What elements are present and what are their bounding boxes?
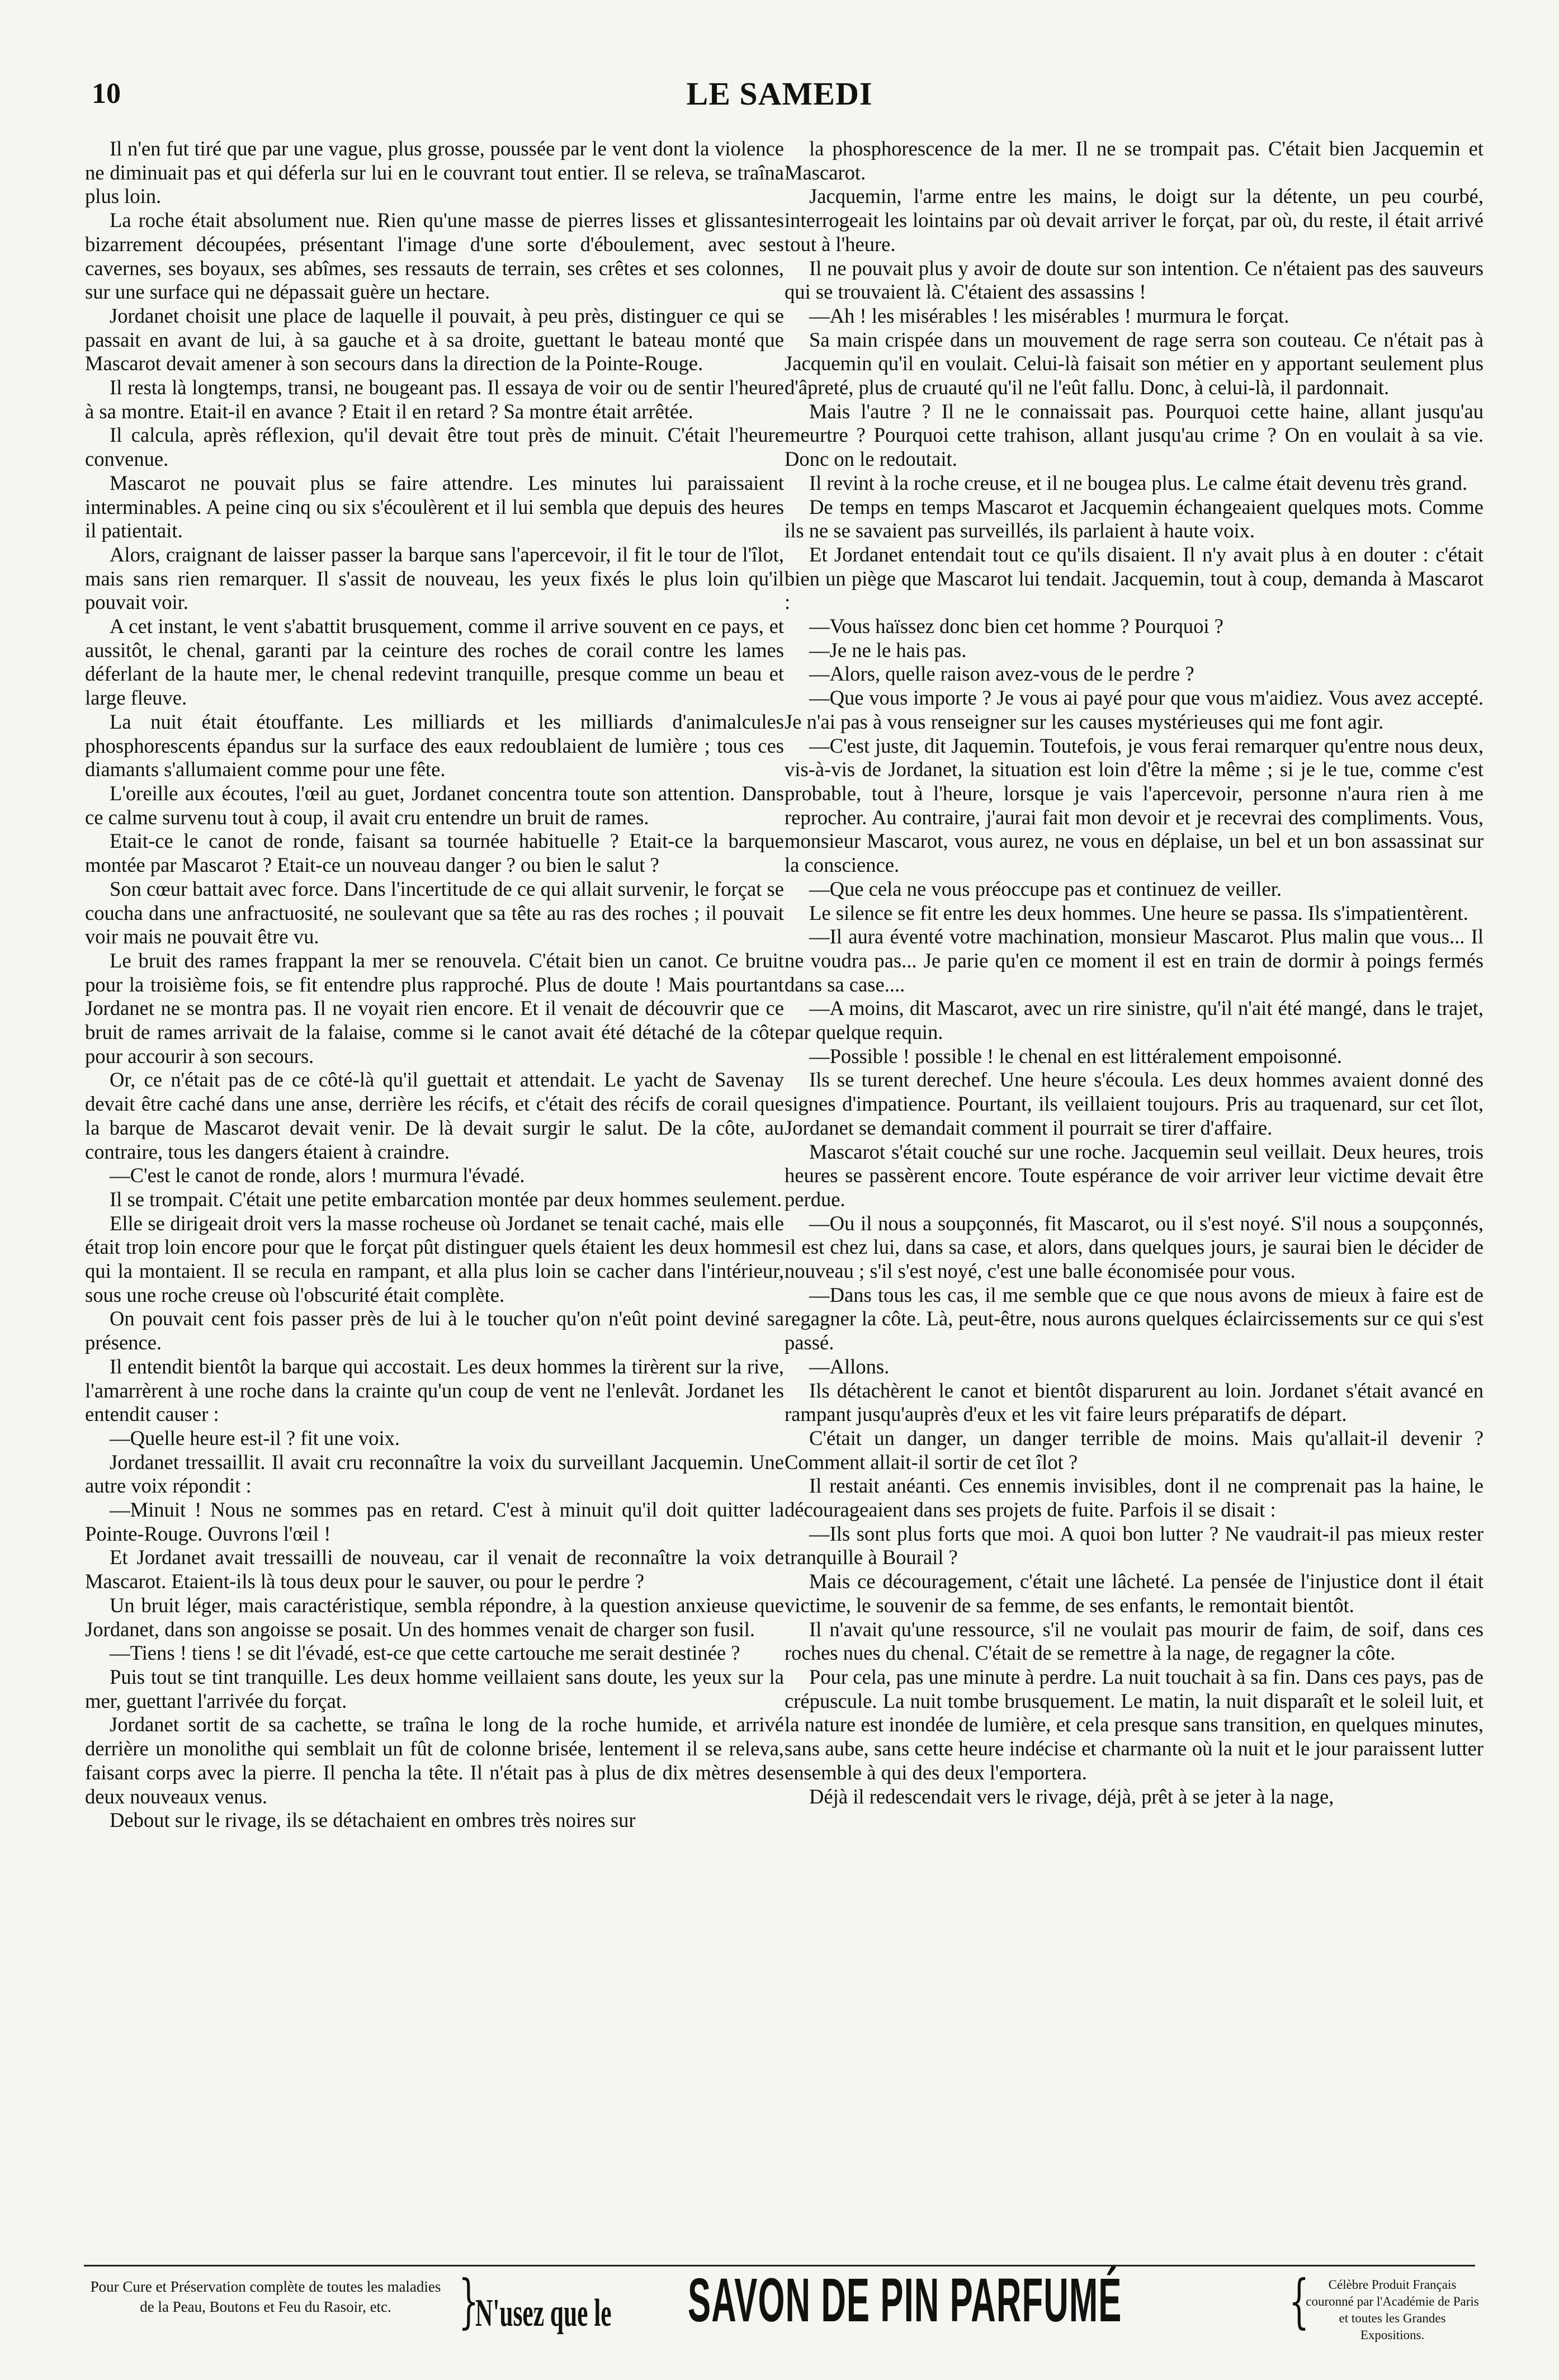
paragraph: —Alors, quelle raison avez-vous de le perdre ? [809, 662, 1194, 686]
paragraph: Un bruit léger, mais caractéristique, sembla répondre, à la question anxieuse que Jordanet, dans son angoisse se posait. Un des hommes venait de charger son fusil. [85, 1593, 784, 1641]
advertisement-banner [84, 2265, 1479, 2342]
paragraph: —Vous haïssez donc bien cet homme ? Pourquoi ? [809, 615, 1223, 638]
paragraph: —Il aura éventé votre machination, monsieur Mascarot. Plus malin que vous... Il ne voudra pas... Je parie qu'en ce moment il est en train de dormir à poings fermés dans sa case.... [785, 925, 1484, 996]
paragraph: —Ah ! les misérables ! les misérables ! murmura le forçat. [809, 304, 1289, 327]
paragraph: Jacquemin, l'arme entre les mains, le doigt sur la détente, un peu courbé, interrogeait les lointains par où devait arriver le forçat, par où, du reste, il était arrivé tout à l'heure. [785, 185, 1484, 256]
paragraph: Mais l'autre ? Il ne le connaissait pas. Pourquoi cette haine, allant jusqu'au meurtre ? Pourquoi cette trahison, allant jusqu'au crime ? On en voulait à sa vie. Donc on le redoutait. [785, 399, 1484, 471]
paragraph: Jordanet sortit de sa cachette, se traîna le long de la roche humide, et arrivé derrière un monolithe qui semblait un fût de colonne brisée, lentement il se releva, faisant corps avec la pierre. Il pencha la tête. Il n'était pas à plus de dix mètres des deux nouveaux venus. [85, 1713, 784, 1808]
paragraph: Alors, craignant de laisser passer la barque sans l'apercevoir, il fit le tour de l'îlot, mais sans rien remarquer. Il s'assit de nouveau, les yeux fixés le plus loin qu'il pouvait voir. [85, 542, 784, 614]
paragraph: —Je ne le hais pas. [809, 638, 967, 662]
paragraph: —Ils sont plus forts que moi. A quoi bon lutter ? Ne vaudrait-il pas mieux rester tranquille à Bourail ? [785, 1522, 1484, 1569]
paragraph: De temps en temps Mascarot et Jacquemin échangeaient quelques mots. Comme ils ne se savaient pas surveillés, ils parlaient à haute voix. [785, 495, 1484, 542]
paragraph: Pour cela, pas une minute à perdre. La nuit touchait à sa fin. Dans ces pays, pas de crépuscule. La nuit tombe brusquement. Le matin, la nuit disparaît et le soleil luit, et la nature est inondée de lumière, et cela presque sans transition, en quelques minutes, sans aube, sans cette heure indécise et charmante où la nuit et le jour paraissent lutter ensemble à qui des deux l'emportera. [785, 1665, 1484, 1784]
paragraph: On pouvait cent fois passer près de lui à le toucher qu'on n'eût point deviné sa présence. [85, 1307, 784, 1354]
paragraph: Déjà il redescendait vers le rivage, déjà, prêt à se jeter à la nage, [809, 1784, 1334, 1808]
article-column-left [85, 137, 784, 2167]
paragraph: Mascarot ne pouvait plus se faire attendre. Les minutes lui paraissaient interminables. A peine cinq ou six s'écoulèrent et il lui sembla que depuis des heures il patientait. [85, 471, 784, 542]
paragraph: —Que cela ne vous préoccupe pas et continuez de veiller. [809, 877, 1282, 900]
paragraph: —Possible ! possible ! le chenal en est littéralement empoisonné. [809, 1044, 1342, 1068]
paragraph: Il calcula, après réflexion, qu'il devait être tout près de minuit. C'était l'heure convenue. [85, 423, 784, 471]
paragraph: Sa main crispée dans un mouvement de rage serra son couteau. Ce n'était pas à Jacquemin qu'il en voulait. Celui-là faisait son métier en y apportant seulement plus d'âpreté, plus de cruauté qu'il ne l'eût fallu. Donc, à celui-là, il pardonnait. [785, 328, 1484, 399]
paragraph: Ils détachèrent le canot et bientôt disparurent au loin. Jordanet s'était avancé en rampant jusqu'auprès d'eux et les vit faire leurs préparatifs de départ. [785, 1378, 1484, 1426]
paragraph: Mais ce découragement, c'était une lâcheté. La pensée de l'injustice dont il était victime, le souvenir de sa femme, de ses enfants, le remontait bientôt. [785, 1570, 1484, 1617]
paragraph: —C'est le canot de ronde, alors ! murmura l'évadé. [110, 1164, 525, 1187]
paragraph: —Quelle heure est-il ? fit une voix. [110, 1426, 400, 1449]
paragraph: Puis tout se tint tranquille. Les deux homme veillaient sans doute, les yeux sur la mer, guettant l'arrivée du forçat. [85, 1665, 784, 1712]
paragraph: Jordanet choisit une place de laquelle il pouvait, à peu près, distinguer ce qui se passait en avant de lui, à sa gauche et à sa droite, guettant le bateau monté que Mascarot devait amener à son secours dans la direction de la Pointe-Rouge. [85, 304, 784, 375]
paragraph: Le silence se fit entre les deux hommes. Une heure se passa. Ils s'impatientèrent. [809, 901, 1468, 924]
brace-icon: } [458, 2267, 479, 2335]
paragraph: Ils se turent derechef. Une heure s'écoula. Les deux hommes avaient donné des signes d'impatience. Pourtant, ils veillaient toujours. Pris au traquenard, sur cet îlot, Jordanet se demandait comment il pourrait se tirer d'affaire. [785, 1068, 1484, 1139]
paragraph: La roche était absolument nue. Rien qu'une masse de pierres lisses et glissantes bizarrement découpées, présentant l'image d'une sorte d'éboulement, avec ses cavernes, ses boyaux, ses abîmes, ses ressauts de terrain, ses crêtes et ses colonnes, sur une surface qui ne dépassait guère un hectare. [85, 209, 784, 304]
paragraph: Il restait anéanti. Ces ennemis invisibles, dont il ne comprenait pas la haine, le décourageaient dans ses projets de fuite. Parfois il se disait : [785, 1474, 1484, 1522]
paragraph: Or, ce n'était pas de ce côté-là qu'il guettait et attendait. Le yacht de Savenay devait être caché dans une anse, derrière les récifs, et c'était des récifs de corail que la barque de Mascarot devait venir. De là devait surgir le salut. De la côte, au contraire, tous les dangers étaient à craindre. [85, 1068, 784, 1163]
paragraph: L'oreille aux écoutes, l'œil au guet, Jordanet concentra toute son attention. Dans ce calme survenu tout à coup, il avait cru entendre un bruit de rames. [85, 781, 784, 829]
paragraph: —Dans tous les cas, il me semble que ce que nous avons de mieux à faire est de regagner la côte. Là, peut-être, nous aurons quelques éclaircissements sur ce qui s'est passé. [785, 1283, 1484, 1354]
paragraph: Etait-ce le canot de ronde, faisant sa tournée habituelle ? Etait-ce la barque montée par Mascarot ? Etait-ce un nouveau danger ? ou bien le salut ? [85, 829, 784, 877]
paragraph: Debout sur le rivage, ils se détachaient en ombres très noires sur [110, 1808, 636, 1832]
paragraph: Elle se dirigeait droit vers la masse rocheuse où Jordanet se tenait caché, mais elle était trop loin encore pour que le forçat pût distinguer quels étaient les deux hommes qui la montaient. Il se recula en rampant, et alla plus loin se cacher dans l'intérieur, sous une roche creuse où l'obscurité était complète. [85, 1211, 784, 1306]
paragraph: Et Jordanet entendait tout ce qu'ils disaient. Il n'y avait plus à en douter : c'était bien un piège que Mascarot lui tendait. Jacquemin, tout à coup, demanda à Mascarot : [785, 542, 1484, 614]
paragraph: —Que vous importe ? Je vous ai payé pour que vous m'aidiez. Vous avez accepté. Je n'ai pas à vous renseigner sur les causes mystérieuses qui me font agir. [785, 686, 1484, 733]
paragraph: Il resta là longtemps, transi, ne bougeant pas. Il essaya de voir ou de sentir l'heure à sa montre. Etait-il en avance ? Etait il en retard ? Sa montre était arrêtée. [85, 376, 784, 423]
paragraph: la phosphorescence de la mer. Il ne se trompait pas. C'était bien Jacquemin et Mascarot. [785, 137, 1484, 184]
paragraph: C'était un danger, un danger terrible de moins. Mais qu'allait-il devenir ? Comment allait-il sortir de cet îlot ? [785, 1426, 1484, 1474]
paragraph: —Minuit ! Nous ne sommes pas en retard. C'est à minuit qu'il doit quitter la Pointe-Rouge. Ouvrons l'œil ! [85, 1498, 784, 1545]
paragraph: —Allons. [809, 1354, 890, 1378]
page-number: 10 [92, 78, 121, 110]
ad-slogan [475, 2266, 1286, 2336]
paragraph: Son cœur battait avec force. Dans l'incertitude de ce qui allait survenir, le forçat se coucha dans une anfractuosité, ne soulevant que sa tête au ras des roches ; il pouvait voir mais ne pouvait être vu. [85, 877, 784, 948]
ad-left-text: Pour Cure et Préservation complète de toutes les maladies de la Peau, Boutons et Feu du Rasoir, etc. [90, 2278, 441, 2315]
ad-brand-name: SAVON DE PIN PARFUMÉ [688, 2266, 1122, 2335]
paragraph: Mascarot s'était couché sur une roche. Jacquemin seul veillait. Deux heures, trois heures se passèrent encore. Toute espérance de voir arriver leur victime devait être perdue. [785, 1140, 1484, 1211]
paragraph: Le bruit des rames frappant la mer se renouvela. C'était bien un canot. Ce bruit pour la troisième fois, se fit entendre plus rapproché. Plus de doute ! Mais pourtant Jordanet ne se montra pas. Il ne voyait rien encore. Et il venait de découvrir que ce bruit de rames arrivait de la falaise, comme si le canot avait été détaché de la côte pour accourir à son secours. [85, 948, 784, 1068]
article-column-right [785, 137, 1484, 2167]
paragraph: Il revint à la roche creuse, et il ne bougea plus. Le calme était devenu très grand. [809, 471, 1468, 494]
paragraph: —A moins, dit Mascarot, avec un rire sinistre, qu'il n'ait été mangé, dans le trajet, par quelque requin. [785, 997, 1484, 1044]
newspaper-title: LE SAMEDI [686, 75, 873, 112]
paragraph: Jordanet tressaillit. Il avait cru reconnaître la voix du surveillant Jacquemin. Une autre voix répondit : [85, 1450, 784, 1498]
paragraph: —Tiens ! tiens ! se dit l'évadé, est-ce que cette cartouche me serait destinée ? [110, 1641, 740, 1665]
page-header [84, 67, 1475, 117]
paragraph: Et Jordanet avait tressailli de nouveau, car il venait de reconnaître la voix de Mascarot. Etaient-ils là tous deux pour le sauver, ou pour le perdre ? [85, 1546, 784, 1593]
paragraph: La nuit était étouffante. Les milliards et les milliards d'animalcules phosphorescents épandus sur la surface des eaux redoublaient de lumière ; tous ces diamants s'allumaient comme pour une fête. [85, 710, 784, 781]
paragraph: Il n'avait qu'une ressource, s'il ne voulait pas mourir de faim, de soif, dans ces roches nues du chenal. C'était de se remettre à la nage, de regagner la côte. [785, 1617, 1484, 1665]
paragraph: —C'est juste, dit Jaquemin. Toutefois, je vous ferai remarquer qu'entre nous deux, vis-à-vis de Jordanet, la situation est loin d'être la même ; si je le tue, comme c'est probable, tout à l'heure, lorsque je vais l'apercevoir, personne n'aura rien à me reprocher. Au contraire, j'aurai fait mon devoir et je recevrai des compliments. Vous, monsieur Mascarot, vous aurez, ne vous en déplaise, un bel et un bon assassinat sur la conscience. [785, 734, 1484, 877]
paragraph: Il n'en fut tiré que par une vague, plus grosse, poussée par le vent dont la violence ne diminuait pas et qui déferla sur lui en le couvrant tout entier. Il se releva, se traîna plus loin. [85, 137, 784, 208]
paragraph: —Ou il nous a soupçonnés, fit Mascarot, ou il s'est noyé. S'il nous a soupçonnés, il est chez lui, dans sa case, et alors, dans quelques jours, je saurai bien le décider de nouveau ; s'il s'est noyé, c'est une balle économisée pour vous. [785, 1211, 1484, 1283]
paragraph: Il se trompait. C'était une petite embarcation montée par deux hommes seulement. [110, 1187, 782, 1211]
brace-icon: { [1288, 2267, 1310, 2335]
paragraph: Il ne pouvait plus y avoir de doute sur son intention. Ce n'étaient pas des sauveurs qui se trouvaient là. C'étaient des assassins ! [785, 256, 1484, 304]
paragraph: Il entendit bientôt la barque qui accostait. Les deux hommes la tirèrent sur la rive, l'amarrèrent à une roche dans la crainte qu'un coup de vent ne l'enlevât. Jordanet les entendit causer : [85, 1354, 784, 1426]
ad-right-text: Célèbre Produit Français couronné par l'Académie de Paris et toutes les Grandes Expositions. [1306, 2278, 1479, 2342]
paragraph: A cet instant, le vent s'abattit brusquement, comme il arrive souvent en ce pays, et aussitôt, le chenal, garanti par la ceinture des roches de corail contre les lames déferlant de la haute mer, le chenal redevint tranquille, presque comme un beau et large fleuve. [85, 615, 784, 710]
ad-lead-text: N'usez que le [475, 2292, 612, 2335]
